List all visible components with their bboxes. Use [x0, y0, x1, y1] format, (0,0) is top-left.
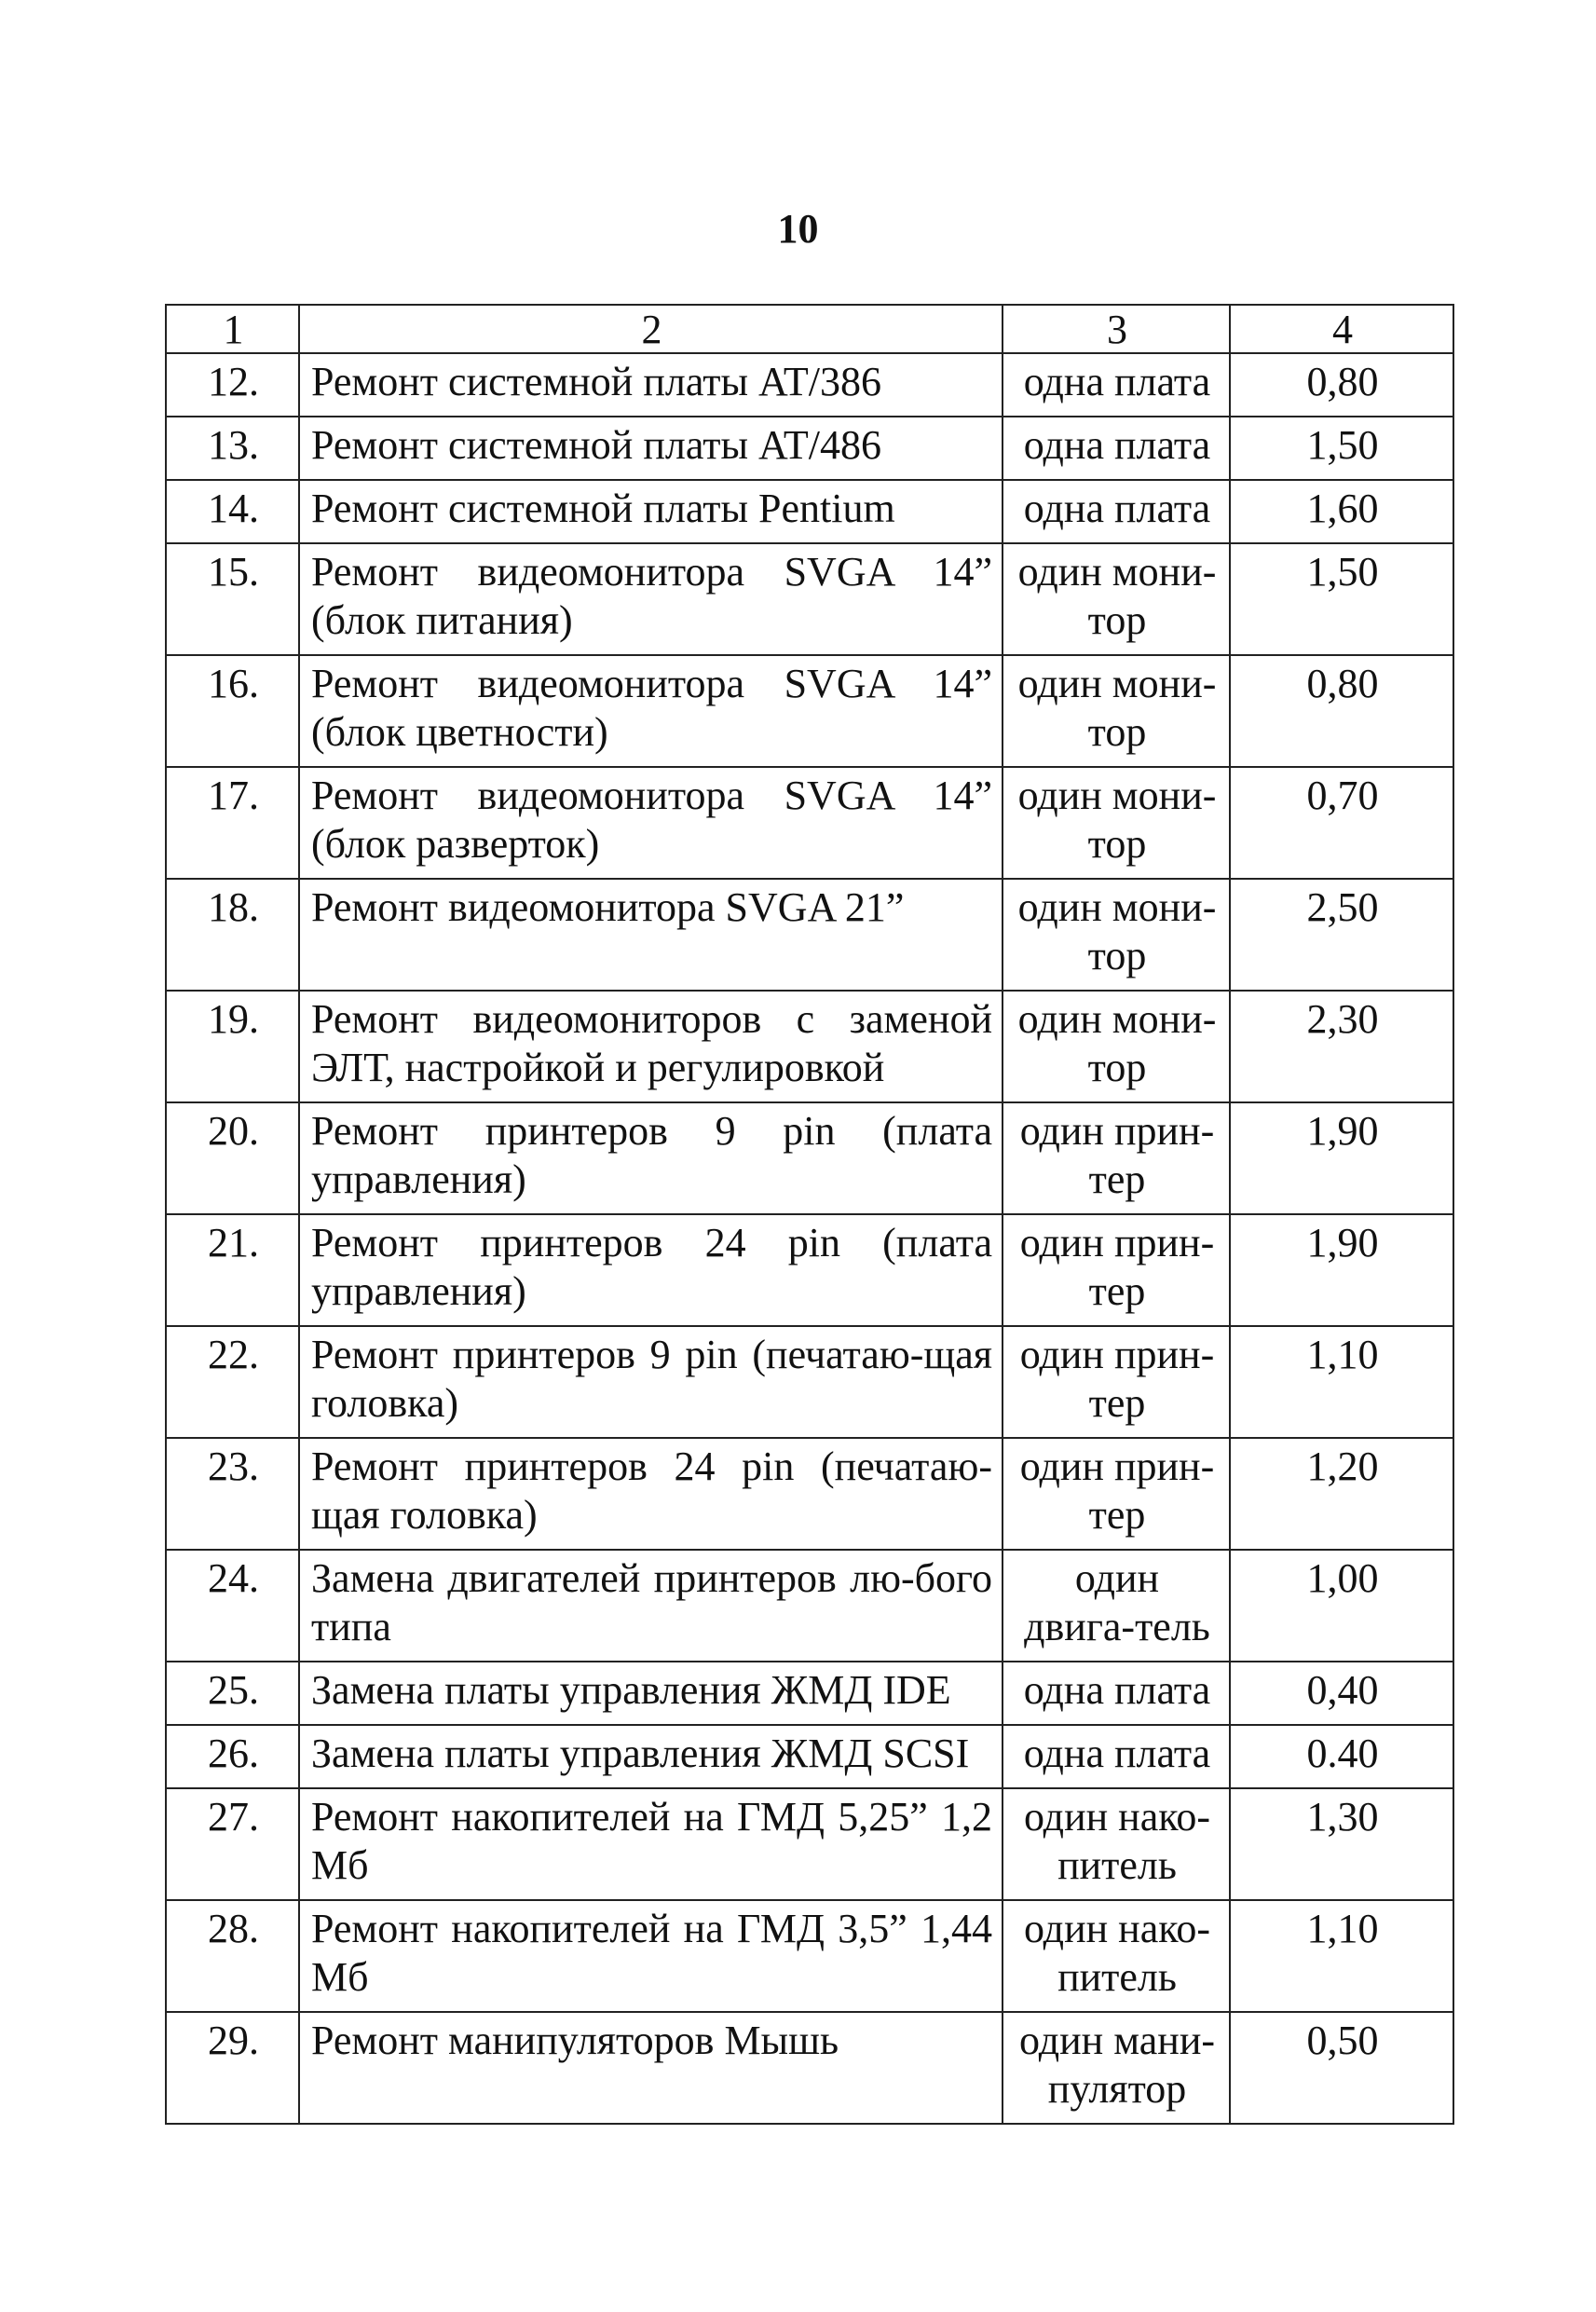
- row-description: Ремонт накопителей на ГМД 3,5” 1,44 Мб: [299, 1900, 1003, 2012]
- header-row: [166, 305, 1453, 353]
- row-value: 0,80: [1230, 353, 1453, 417]
- table-row: [166, 879, 1453, 991]
- row-unit: один прин-тер: [1003, 1214, 1230, 1326]
- row-number: 26.: [166, 1725, 299, 1788]
- row-unit: одна плата: [1003, 417, 1230, 480]
- row-description: Ремонт принтеров 24 pin (печатаю-щая головка): [299, 1438, 1003, 1550]
- table-row: [166, 991, 1453, 1102]
- table-row: [166, 1662, 1453, 1725]
- row-value: 1,30: [1230, 1788, 1453, 1900]
- table-row: [166, 2012, 1453, 2124]
- row-value: 1,60: [1230, 480, 1453, 543]
- row-unit: одна плата: [1003, 1662, 1230, 1725]
- table-row: [166, 543, 1453, 655]
- table-body: [166, 305, 1453, 2124]
- row-unit: одна плата: [1003, 353, 1230, 417]
- table-row: [166, 1550, 1453, 1662]
- row-value: 1,00: [1230, 1550, 1453, 1662]
- row-unit: один двига-тель: [1003, 1550, 1230, 1662]
- row-number: 22.: [166, 1326, 299, 1438]
- row-unit: одна плата: [1003, 1725, 1230, 1788]
- row-value: 0,50: [1230, 2012, 1453, 2124]
- row-description: Ремонт манипуляторов Мышь: [299, 2012, 1003, 2124]
- row-unit: один мони-тор: [1003, 655, 1230, 767]
- row-value: 0,80: [1230, 655, 1453, 767]
- row-number: 13.: [166, 417, 299, 480]
- repair-rates-table: [165, 304, 1454, 2125]
- row-value: 1,50: [1230, 543, 1453, 655]
- row-description: Ремонт накопителей на ГМД 5,25” 1,2 Мб: [299, 1788, 1003, 1900]
- row-number: 14.: [166, 480, 299, 543]
- table-row: [166, 1214, 1453, 1326]
- row-value: 1,50: [1230, 417, 1453, 480]
- row-unit: один мони-тор: [1003, 879, 1230, 991]
- row-unit: один мони-тор: [1003, 991, 1230, 1102]
- row-unit: один прин-тер: [1003, 1326, 1230, 1438]
- row-description: Ремонт видеомониторов с заменой ЭЛТ, настройкой и регулировкой: [299, 991, 1003, 1102]
- row-number: 12.: [166, 353, 299, 417]
- row-unit: один мони-тор: [1003, 543, 1230, 655]
- row-description: Ремонт системной платы AT/486: [299, 417, 1003, 480]
- row-unit: один нако-питель: [1003, 1900, 1230, 2012]
- row-number: 19.: [166, 991, 299, 1102]
- row-description: Ремонт системной платы Pentium: [299, 480, 1003, 543]
- row-description: Ремонт системной платы AT/386: [299, 353, 1003, 417]
- row-description: Ремонт видеомонитора SVGA 14” (блок цветности): [299, 655, 1003, 767]
- row-number: 23.: [166, 1438, 299, 1550]
- row-value: 1,10: [1230, 1900, 1453, 2012]
- row-value: 0.40: [1230, 1725, 1453, 1788]
- page-number: 10: [777, 206, 819, 252]
- row-number: 18.: [166, 879, 299, 991]
- table-row: [166, 353, 1453, 417]
- row-unit: один прин-тер: [1003, 1102, 1230, 1214]
- row-number: 16.: [166, 655, 299, 767]
- row-value: 1,20: [1230, 1438, 1453, 1550]
- row-description: Ремонт видеомонитора SVGA 14” (блок питания): [299, 543, 1003, 655]
- row-description: Замена платы управления ЖМД SCSI: [299, 1725, 1003, 1788]
- table-row: [166, 655, 1453, 767]
- row-value: 1,10: [1230, 1326, 1453, 1438]
- table-row: [166, 417, 1453, 480]
- table-row: [166, 1326, 1453, 1438]
- header-col-3: 3: [1003, 305, 1230, 353]
- header-col-4: 4: [1230, 305, 1453, 353]
- table-row: [166, 480, 1453, 543]
- row-description: Ремонт принтеров 9 pin (плата управления): [299, 1102, 1003, 1214]
- row-unit: один мони-тор: [1003, 767, 1230, 879]
- row-value: 2,50: [1230, 879, 1453, 991]
- table-row: [166, 1102, 1453, 1214]
- row-unit: один прин-тер: [1003, 1438, 1230, 1550]
- row-description: Ремонт принтеров 9 pin (печатаю-щая головка): [299, 1326, 1003, 1438]
- row-number: 17.: [166, 767, 299, 879]
- row-description: Ремонт видеомонитора SVGA 21”: [299, 879, 1003, 991]
- row-number: 25.: [166, 1662, 299, 1725]
- row-number: 15.: [166, 543, 299, 655]
- table-row: [166, 1788, 1453, 1900]
- row-value: 1,90: [1230, 1102, 1453, 1214]
- row-value: 2,30: [1230, 991, 1453, 1102]
- row-number: 24.: [166, 1550, 299, 1662]
- row-value: 1,90: [1230, 1214, 1453, 1326]
- table-row: [166, 1438, 1453, 1550]
- row-value: 0,40: [1230, 1662, 1453, 1725]
- row-number: 27.: [166, 1788, 299, 1900]
- row-number: 20.: [166, 1102, 299, 1214]
- table-row: [166, 1900, 1453, 2012]
- header-col-2: 2: [299, 305, 1003, 353]
- row-number: 28.: [166, 1900, 299, 2012]
- row-unit: один нако-питель: [1003, 1788, 1230, 1900]
- row-description: Ремонт принтеров 24 pin (плата управления): [299, 1214, 1003, 1326]
- row-unit: одна плата: [1003, 480, 1230, 543]
- row-description: Замена платы управления ЖМД IDE: [299, 1662, 1003, 1725]
- row-number: 29.: [166, 2012, 299, 2124]
- row-number: 21.: [166, 1214, 299, 1326]
- table-row: [166, 1725, 1453, 1788]
- row-unit: один мани-пулятор: [1003, 2012, 1230, 2124]
- row-description: Замена двигателей принтеров лю-бого типа: [299, 1550, 1003, 1662]
- row-description: Ремонт видеомонитора SVGA 14” (блок разверток): [299, 767, 1003, 879]
- header-col-1: 1: [166, 305, 299, 353]
- table-row: [166, 767, 1453, 879]
- row-value: 0,70: [1230, 767, 1453, 879]
